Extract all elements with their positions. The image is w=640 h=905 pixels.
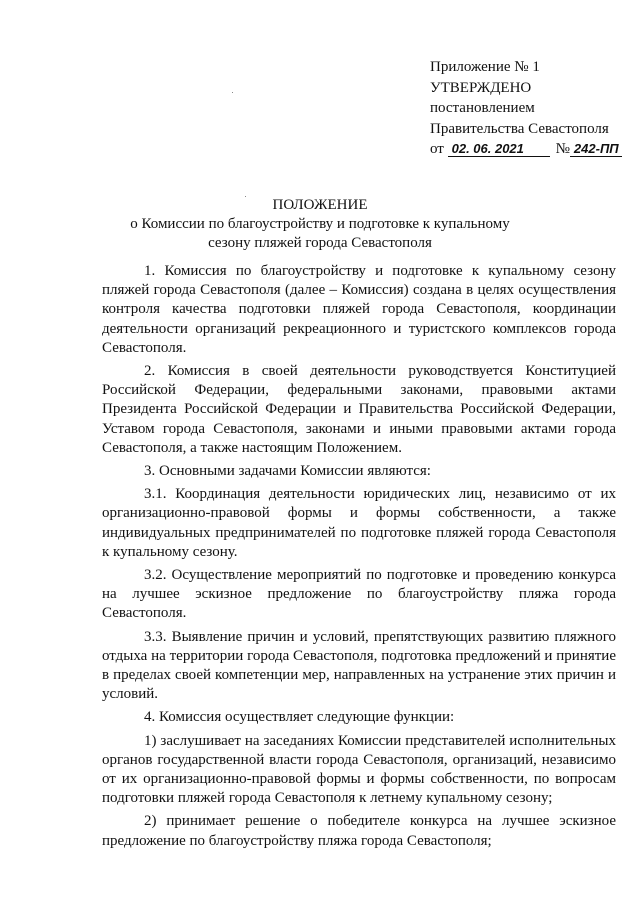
paragraph-3-2: 3.2. Осуществление мероприятий по подготовке и проведению конкурса на лучшее эскизное предложение по благоустройству пляжа города Севастополя. xyxy=(102,567,616,622)
date-number-line xyxy=(430,139,630,160)
title-subtitle-line2: сезону пляжей города Севастополя xyxy=(208,235,432,251)
scan-speck xyxy=(232,92,233,93)
approved-label: УТВЕРЖДЕНО xyxy=(430,79,532,96)
government-label: Правительства Севастополя xyxy=(430,120,609,137)
document-body xyxy=(102,262,616,855)
paragraph-1: 1. Комиссия по благоустройству и подготовке к купальному сезону пляжей города Севастополя (далее – Комиссия) создана в целях осуществления контроля качества подготовки пляжей города Севастополя, координации деятельности организаций рекреационного и туристского комплексов города Севастополя. xyxy=(102,263,616,356)
number-prefix: № xyxy=(555,141,570,157)
handwritten-date: 02. 06. 2021 xyxy=(448,142,550,157)
approval-stamp xyxy=(430,57,630,160)
paragraph-3-3: 3.3. Выявление причин и условий, препятствующих развитию пляжного отдыха на территории города Севастополя, подготовка предложений и принятие в пределах своей компетенции мер, направленных на устранение этих причин и условий. xyxy=(102,628,616,703)
paragraph-3: 3. Основными задачами Комиссии являются: xyxy=(144,463,431,480)
paragraph-2: 2. Комиссия в своей деятельности руководствуется Конституцией Российской Федерации, федеральными законами, правовыми актами Президента Российской Федерации и Правительства Российской Федерации, Уставом города Севастополя, законами и иными правовыми актами города Севастополя, а также настоящим Положением. xyxy=(102,363,616,456)
resolution-label: постановлением xyxy=(430,100,535,116)
title-heading: ПОЛОЖЕНИЕ xyxy=(272,197,368,213)
title-subtitle-line1: о Комиссии по благоустройству и подготовке к купальному xyxy=(130,216,510,232)
paragraph-3-1: 3.1. Координация деятельности юридических лиц, независимо от их организационно-правовой формы и формы собственности, а также индивидуальных предпринимателей по подготовке пляжей города Севастополя к купальному сезону. xyxy=(102,486,616,560)
appendix-number: Приложение № 1 xyxy=(430,59,540,75)
paragraph-4-1: 1) заслушивает на заседаниях Комиссии представителей исполнительных органов государственной власти города Севастополя, организаций, независимо от их организационно-правовой формы и формы собственности, по вопросам подготовки пляжей города Севастополя к летнему купальному сезону; xyxy=(102,732,616,807)
paragraph-4: 4. Комиссия осуществляет следующие функции: xyxy=(144,709,455,726)
handwritten-number: 242-ПП xyxy=(570,142,622,157)
date-prefix: от xyxy=(430,141,444,157)
document-title xyxy=(100,196,540,253)
paragraph-4-2: 2) принимает решение о победителе конкурса на лучшее эскизное предложение по благоустройству пляжа города Севастополя; xyxy=(102,813,616,849)
scan-speck xyxy=(245,196,246,197)
